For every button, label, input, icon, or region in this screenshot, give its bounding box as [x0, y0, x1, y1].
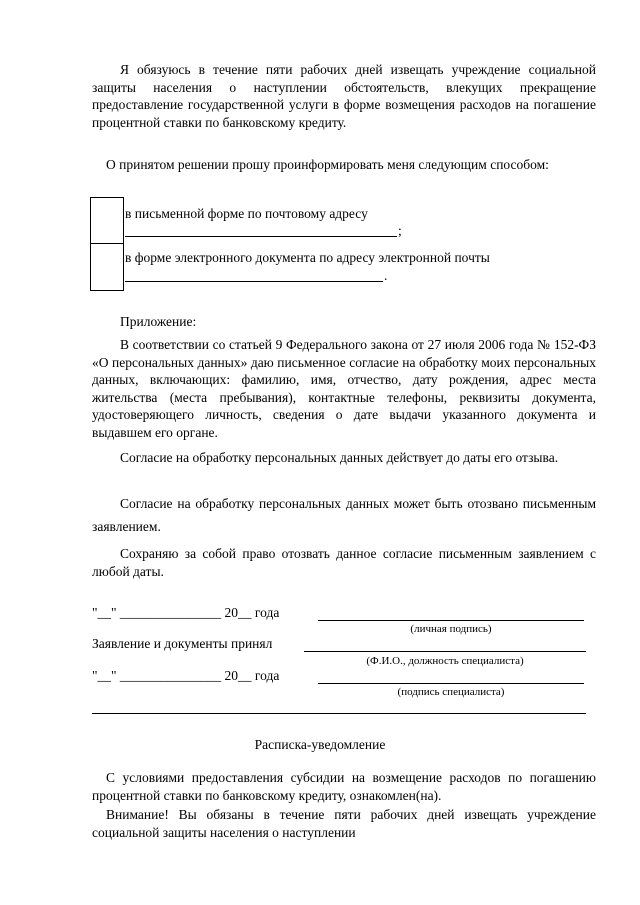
option-email-label: в форме электронного документа по адресу электронной почты: [125, 250, 490, 265]
personal-signature-caption: (личная подпись): [410, 623, 492, 635]
specialist-signature-caption: (подпись специалиста): [397, 686, 505, 698]
option-mail-label: в письменной форме по почтовому адресу: [125, 206, 368, 221]
notify-paragraph: О принятом решении прошу проинформировать меня следующим способом:: [106, 157, 549, 172]
email-address-line: [125, 281, 383, 282]
checkbox-email[interactable]: [91, 244, 122, 289]
option-email-suffix: .: [384, 268, 388, 283]
receipt-title: Расписка-уведомление: [254, 737, 386, 752]
cut-line: [92, 713, 586, 714]
personal-signature-line: [318, 620, 584, 621]
date-line-1: "__" _______________ 20__ года: [92, 605, 280, 620]
specialist-signature-line: [318, 683, 584, 684]
accepted-label: Заявление и документы принял: [92, 636, 273, 651]
appendix-label: Приложение:: [120, 314, 197, 329]
receipt-paragraph-1: С условиями предоставления субсидии на возмещение расходов по погашению процентной ставки по банковскому кредиту, ознакомлен(на).: [92, 770, 596, 803]
obligation-paragraph: Я обязуюсь в течение пяти рабочих дней извещать учреждение социальной защиты населения о наступлении обстоятельств, влекущих прекращение предоставление государственной услуги в форме возмещения расходов на погашение процентной ставки по банковскому кредиту.: [92, 62, 596, 130]
option-mail-suffix: ;: [398, 223, 402, 238]
specialist-name-caption: (Ф.И.О., должность специалиста): [366, 655, 524, 667]
reserve-paragraph: Сохраняю за собой право отозвать данное согласие письменным заявлением с любой даты.: [92, 546, 596, 579]
checkbox-mail[interactable]: [91, 198, 122, 242]
specialist-name-line: [304, 651, 586, 652]
date-line-2: "__" _______________ 20__ года: [92, 668, 280, 683]
receipt-paragraph-2: Внимание! Вы обязаны в течение пяти рабочих дней извещать учреждение социальной защиты населения о наступлении: [92, 807, 596, 840]
consent-paragraph: В соответствии со статьей 9 Федерального закона от 27 июля 2006 года № 152-ФЗ «О персональных данных» даю письменное согласие на обработку моих персональных данных, включающих: фамилию, имя, отчество, дату рождения, адрес места жительства (места пребывания), контактные телефоны, реквизиты документа, удостоверяющего личность, сведения о дате выдачи указанного документа и выдавшем его органе.: [92, 337, 596, 440]
validity-paragraph: Согласие на обработку персональных данных действует до даты его отзыва.: [120, 450, 559, 465]
revoke-paragraph: Согласие на обработку персональных данных может быть отозвано письменным заявлением.: [92, 496, 596, 534]
mail-address-line: [125, 236, 397, 237]
